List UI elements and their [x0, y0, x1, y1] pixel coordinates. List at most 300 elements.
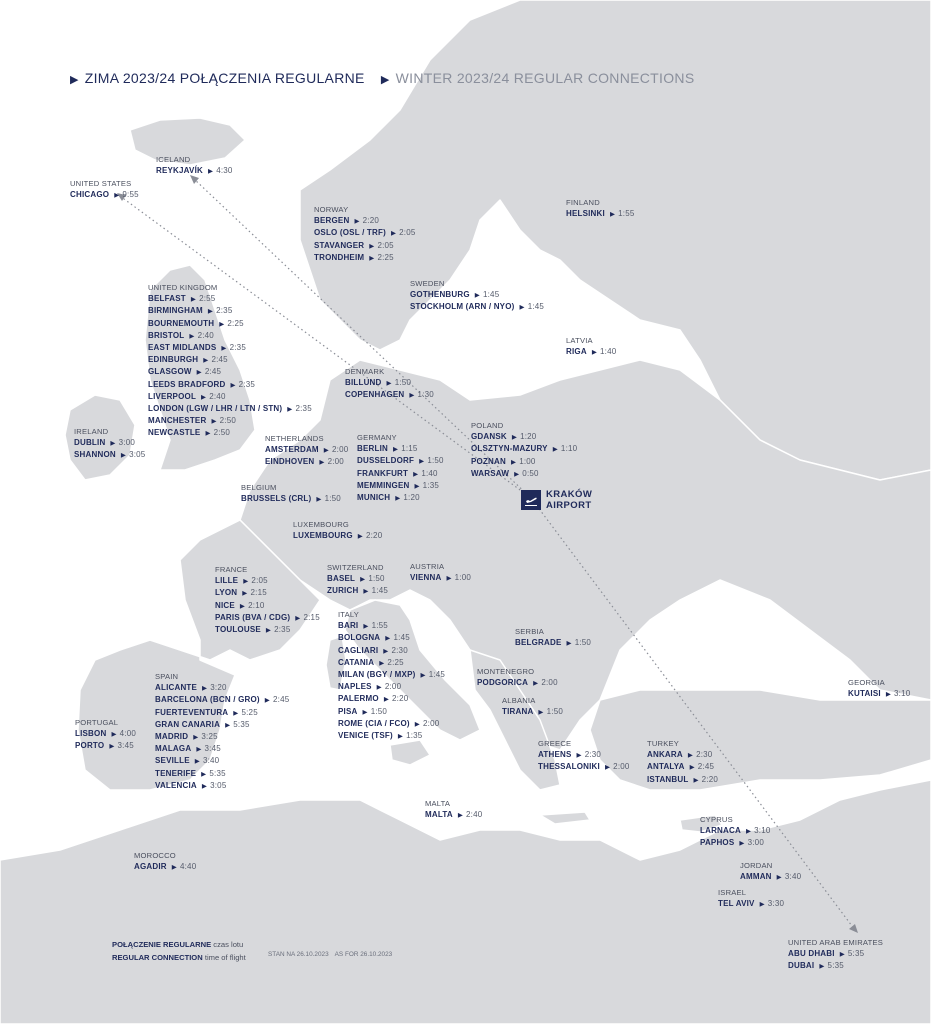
route-row: [148, 330, 312, 342]
region-poland: [471, 420, 577, 480]
destination-city: MEMMINGEN: [357, 480, 410, 490]
region-netherlands: [265, 433, 348, 469]
arrow-right-icon: ▶: [242, 590, 248, 598]
flight-time: 2:25: [377, 252, 394, 262]
route-row: [410, 301, 544, 313]
route-row: [338, 730, 445, 742]
flight-time: 3:00: [747, 838, 764, 848]
arrow-right-icon: ▶: [201, 782, 208, 790]
destination-city: VALENCIA: [155, 780, 197, 790]
country-label: NORWAY: [314, 205, 349, 214]
destination-city: BELFAST: [148, 294, 186, 304]
region-jordan: [740, 860, 801, 883]
region-morocco: [134, 850, 196, 873]
flight-time: 1:55: [371, 621, 388, 631]
region-norway: [314, 204, 416, 264]
flight-time: 1:50: [394, 378, 412, 388]
flight-time: 3:05: [129, 450, 146, 460]
route-row: [293, 530, 382, 542]
flight-time: 1:50: [368, 574, 385, 584]
region-uae: [788, 937, 883, 973]
route-row: [425, 809, 482, 821]
destination-city: ZURICH: [327, 586, 359, 596]
route-row: [338, 657, 445, 669]
arrow-right-icon: ▶: [287, 406, 293, 414]
destination-city: TEL AVIV: [718, 899, 755, 909]
arrow-right-icon: ▶: [207, 308, 214, 316]
destination-city: GLASGOW: [148, 367, 192, 377]
route-row: [155, 780, 289, 792]
arrow-right-icon: ▶: [316, 496, 322, 504]
country-label: PORTUGAL: [75, 718, 119, 727]
legend-en-bold: REGULAR CONNECTION: [112, 953, 203, 962]
region-denmark: [345, 366, 434, 402]
flight-time: 2:20: [392, 694, 409, 704]
destination-city: AMMAN: [740, 872, 772, 882]
flight-time: 2:40: [209, 391, 226, 401]
flight-time: 2:15: [250, 588, 267, 598]
route-row: [75, 728, 136, 740]
arrow-right-icon: ▶: [171, 864, 177, 872]
title-marker-icon: ▶: [70, 74, 79, 86]
arrow-right-icon: ▶: [383, 696, 390, 704]
arrow-right-icon: ▶: [419, 458, 425, 466]
destination-city: BOLOGNA: [338, 633, 381, 643]
route-row: [700, 837, 771, 849]
arrow-right-icon: ▶: [776, 874, 782, 882]
flight-time: 1:50: [370, 706, 388, 716]
destination-city: BILLUND: [345, 378, 382, 388]
destination-city: LUXEMBOURG: [293, 531, 353, 541]
flight-time: 2:45: [273, 695, 290, 705]
arrow-right-icon: ▶: [205, 430, 211, 438]
flight-time: 2:00: [384, 682, 402, 692]
route-row: [327, 585, 388, 597]
destination-city: RIGA: [566, 347, 587, 357]
arrow-right-icon: ▶: [819, 963, 825, 971]
flight-time: 5:35: [233, 719, 250, 729]
route-row: [357, 492, 444, 504]
arrow-right-icon: ▶: [413, 470, 419, 478]
route-row: [155, 755, 289, 767]
route-row: [156, 165, 233, 177]
route-row: [215, 612, 320, 624]
route-row: [74, 437, 145, 449]
flight-time: 2:35: [216, 306, 233, 316]
flight-time: 2:55: [199, 294, 216, 304]
destination-city: CAGLIARI: [338, 645, 379, 655]
destination-city: AMSTERDAM: [265, 445, 319, 455]
flight-time: 2:00: [541, 678, 558, 688]
flight-time: 2:40: [197, 330, 214, 340]
destination-city: STOCKHOLM (ARN / NYO): [410, 302, 515, 312]
destination-city: SHANNON: [74, 450, 116, 460]
flight-time: 2:25: [227, 318, 244, 328]
arrow-right-icon: ▶: [201, 770, 207, 778]
route-row: [215, 575, 320, 587]
route-row: [148, 318, 312, 330]
hub-name-line2: AIRPORT: [546, 500, 592, 511]
region-portugal: [75, 717, 136, 753]
arrow-right-icon: ▶: [193, 734, 199, 742]
route-row: [215, 624, 320, 636]
region-france: [215, 564, 320, 636]
arrow-right-icon: ▶: [319, 459, 325, 467]
destination-city: BELGRADE: [515, 638, 562, 648]
date-note-en: AS FOR 26.10.2023: [334, 951, 393, 958]
route-row: [477, 677, 558, 689]
arrow-right-icon: ▶: [510, 458, 517, 466]
flight-time: 2:45: [211, 355, 228, 365]
destination-city: KUTAISI: [848, 689, 881, 699]
country-label: CYPRUS: [700, 815, 733, 824]
route-row: [134, 861, 196, 873]
destination-city: REYKJAVÍK: [156, 166, 203, 176]
flight-time: 2:00: [423, 718, 440, 728]
route-row: [314, 240, 416, 252]
country-label: ICELAND: [156, 155, 191, 164]
destination-city: TIRANA: [502, 707, 534, 717]
destination-city: MALAGA: [155, 744, 192, 754]
country-label: SERBIA: [515, 627, 545, 636]
destination-city: ANKARA: [647, 750, 683, 760]
flight-time: 4:40: [179, 862, 197, 872]
arrow-right-icon: ▶: [552, 446, 558, 454]
country-label: POLAND: [471, 421, 504, 430]
country-label: BELGIUM: [241, 483, 277, 492]
region-germany: [357, 432, 444, 504]
region-spain: [155, 671, 289, 792]
country-label: ITALY: [338, 610, 359, 619]
region-usa: [70, 178, 139, 201]
region-greece: [538, 738, 630, 774]
arrow-right-icon: ▶: [383, 647, 389, 655]
arrow-right-icon: ▶: [357, 533, 363, 541]
arrow-right-icon: ▶: [739, 840, 745, 848]
destination-city: BIRMINGHAM: [148, 306, 203, 316]
arrow-right-icon: ▶: [386, 380, 392, 388]
route-row: [647, 761, 718, 773]
route-row: [410, 572, 471, 584]
country-label: SWITZERLAND: [327, 563, 384, 572]
route-row: [538, 761, 630, 773]
route-row: [155, 694, 289, 706]
region-israel: [718, 887, 784, 910]
arrow-right-icon: ▶: [363, 623, 369, 631]
destination-city: PAPHOS: [700, 838, 735, 848]
arrow-right-icon: ▶: [379, 659, 385, 667]
route-row: [357, 455, 444, 467]
country-label: SWEDEN: [410, 279, 445, 288]
arrow-right-icon: ▶: [120, 452, 127, 460]
route-row: [155, 731, 289, 743]
route-row: [471, 456, 577, 468]
destination-city: STAVANGER: [314, 240, 365, 250]
flight-time: 3:40: [202, 756, 220, 766]
region-georgia: [848, 677, 910, 700]
destination-city: TRONDHEIM: [314, 252, 365, 262]
route-row: [338, 681, 445, 693]
flight-time: 3:25: [201, 732, 218, 742]
arrow-right-icon: ▶: [190, 296, 197, 304]
route-row: [155, 682, 289, 694]
region-albania: [502, 695, 563, 718]
flight-time: 2:05: [251, 576, 268, 586]
flight-time: 3:20: [210, 683, 227, 693]
route-row: [148, 366, 312, 378]
route-row: [148, 415, 312, 427]
route-row: [215, 587, 320, 599]
date-note-pl: STAN NA 26.10.2023: [268, 951, 329, 958]
route-row: [740, 871, 801, 883]
arrow-right-icon: ▶: [194, 758, 200, 766]
flight-time: 2:35: [229, 343, 246, 353]
destination-city: FRANKFURT: [357, 468, 409, 478]
arrow-right-icon: ▶: [604, 764, 611, 772]
country-label: NETHERLANDS: [265, 434, 324, 443]
region-serbia: [515, 626, 591, 649]
country-label: AUSTRIA: [410, 562, 445, 571]
route-row: [148, 403, 312, 415]
destination-city: HELSINKI: [566, 209, 605, 219]
country-label: UNITED KINGDOM: [148, 283, 218, 292]
arrow-right-icon: ▶: [533, 680, 539, 688]
route-row: [538, 749, 630, 761]
route-row: [357, 480, 444, 492]
destination-city: ABU DHABI: [788, 949, 835, 959]
destination-city: CHICAGO: [70, 190, 110, 200]
flight-time: 1:50: [324, 494, 341, 504]
route-row: [848, 688, 910, 700]
arrow-right-icon: ▶: [360, 576, 366, 584]
map-title: [70, 70, 694, 86]
route-row: [338, 669, 445, 681]
flight-time: 1:50: [574, 638, 592, 648]
destination-city: GRAN CANARIA: [155, 719, 221, 729]
region-belgium: [241, 482, 341, 505]
region-latvia: [566, 335, 616, 358]
destination-city: LEEDS BRADFORD: [148, 379, 226, 389]
region-malta: [425, 798, 482, 821]
flight-time: 3:05: [210, 780, 227, 790]
arrow-right-icon: ▶: [397, 733, 404, 741]
flight-time: 2:35: [238, 379, 256, 389]
route-row: [788, 960, 883, 972]
destination-city: LYON: [215, 588, 238, 598]
flight-time: 2:25: [387, 657, 404, 667]
flight-time: 3:45: [117, 741, 134, 751]
flight-time: 1:50: [546, 707, 563, 717]
route-row: [338, 718, 445, 730]
flight-time: 1:10: [560, 444, 578, 454]
route-row: [148, 305, 312, 317]
arrow-right-icon: ▶: [395, 495, 401, 503]
route-row: [74, 449, 145, 461]
arrow-right-icon: ▶: [420, 672, 426, 680]
flight-time: 1:50: [427, 456, 444, 466]
route-row: [647, 749, 718, 761]
arrow-right-icon: ▶: [196, 369, 202, 377]
flight-time: 2:00: [327, 457, 344, 467]
region-ireland: [74, 426, 145, 462]
region-iceland: [156, 154, 233, 177]
flight-time: 1:55: [618, 209, 635, 219]
destination-city: LISBON: [75, 729, 107, 739]
country-label: GREECE: [538, 739, 572, 748]
flight-time: 1:45: [428, 670, 446, 680]
destination-city: WARSAW: [471, 468, 510, 478]
destination-city: VIENNA: [410, 573, 442, 583]
arrow-right-icon: ▶: [369, 242, 375, 250]
route-row: [338, 620, 445, 632]
flight-time: 2:45: [697, 762, 715, 772]
route-row: [314, 215, 416, 227]
destination-city: ANTALYA: [647, 762, 685, 772]
destination-city: PISA: [338, 706, 358, 716]
region-turkey: [647, 738, 718, 786]
destination-city: LIVERPOOL: [148, 391, 197, 401]
flight-time: 2:20: [365, 531, 383, 541]
arrow-right-icon: ▶: [265, 627, 272, 635]
arrow-right-icon: ▶: [264, 697, 270, 705]
arrow-right-icon: ▶: [457, 812, 464, 820]
route-row: [471, 431, 577, 443]
destination-city: EDINBURGH: [148, 355, 199, 365]
route-row: [155, 768, 289, 780]
arrow-right-icon: ▶: [114, 192, 120, 200]
destination-city: PALERMO: [338, 694, 379, 704]
arrow-right-icon: ▶: [295, 614, 301, 622]
route-row: [148, 391, 312, 403]
title-marker-icon: ▶: [380, 74, 390, 86]
legend-pl-normal: czas lotu: [213, 940, 244, 949]
arrow-right-icon: ▶: [390, 230, 397, 238]
route-row: [502, 706, 563, 718]
country-label: MONTENEGRO: [477, 667, 535, 676]
arrow-right-icon: ▶: [109, 743, 115, 751]
country-label: FRANCE: [215, 565, 248, 574]
route-row: [647, 774, 718, 786]
destination-city: MILAN (BGY / MXP): [338, 670, 416, 680]
destination-city: EINDHOVEN: [265, 457, 315, 467]
flight-time: 1:20: [403, 493, 420, 503]
flight-time: 0:50: [522, 468, 539, 478]
destination-city: BOURNEMOUTH: [148, 318, 215, 328]
arrow-right-icon: ▶: [885, 691, 892, 699]
route-row: [70, 189, 139, 201]
arrow-right-icon: ▶: [243, 578, 249, 586]
country-label: GEORGIA: [848, 678, 885, 687]
route-row: [471, 443, 577, 455]
flight-time: 3:45: [204, 744, 221, 754]
turkey-shape: [590, 690, 931, 790]
destination-city: DUSSELDORF: [357, 456, 415, 466]
arrow-right-icon: ▶: [196, 746, 202, 754]
flight-time: 2:10: [248, 600, 265, 610]
destination-city: OSLO (OSL / TRF): [314, 228, 386, 238]
legend-en-normal: time of flight: [204, 953, 246, 962]
flight-time: 2:20: [701, 774, 719, 784]
route-row: [327, 573, 388, 585]
destination-city: THESSALONIKI: [538, 762, 600, 772]
arrow-right-icon: ▶: [745, 828, 752, 836]
destination-city: BASEL: [327, 574, 356, 584]
route-row: [155, 719, 289, 731]
route-row: [357, 468, 444, 480]
flight-time: 2:30: [391, 645, 408, 655]
route-row: [718, 898, 784, 910]
destination-city: TENERIFE: [155, 768, 197, 778]
flight-time: 1:35: [422, 480, 440, 490]
arrow-right-icon: ▶: [208, 168, 214, 176]
arrow-right-icon: ▶: [538, 709, 544, 717]
country-label: TURKEY: [647, 739, 680, 748]
flight-time: 5:35: [827, 961, 844, 971]
arrow-right-icon: ▶: [566, 640, 572, 648]
destination-city: NICE: [215, 600, 235, 610]
destination-city: LILLE: [215, 576, 239, 586]
flight-time: 2:20: [362, 216, 380, 226]
flight-time: 2:45: [204, 367, 222, 377]
route-row: [215, 600, 320, 612]
flight-time: 2:00: [332, 445, 349, 455]
destination-city: PARIS (BVA / CDG): [215, 612, 291, 622]
title-english: WINTER 2023/24 REGULAR CONNECTIONS: [395, 70, 695, 86]
arrow-right-icon: ▶: [202, 685, 208, 693]
flight-time: 2:30: [696, 750, 713, 760]
region-montenegro: [477, 666, 558, 689]
title-polish: ZIMA 2023/24 POŁĄCZENIA REGULARNE: [84, 70, 365, 86]
country-label: MOROCCO: [134, 851, 176, 860]
route-row: [338, 693, 445, 705]
route-row: [345, 389, 434, 401]
route-row: [471, 468, 577, 480]
route-row: [515, 637, 591, 649]
flight-time: 1:20: [520, 432, 537, 442]
country-label: UNITED ARAB EMIRATES: [788, 938, 883, 947]
destination-city: POZNAN: [471, 456, 506, 466]
arrow-right-icon: ▶: [201, 393, 207, 401]
arrow-right-icon: ▶: [363, 588, 369, 596]
flight-time: 1:45: [527, 302, 545, 312]
flight-time: 5:35: [209, 768, 226, 778]
arrow-right-icon: ▶: [414, 482, 420, 490]
route-row: [700, 825, 771, 837]
arrow-right-icon: ▶: [693, 776, 699, 784]
country-label: LATVIA: [566, 336, 593, 345]
arrow-right-icon: ▶: [591, 349, 598, 357]
destination-city: CATANIA: [338, 657, 375, 667]
flight-time: 1:35: [406, 731, 423, 741]
destination-city: ROME (CIA / FCO): [338, 718, 410, 728]
flight-time: 3:10: [894, 689, 911, 699]
flight-time: 3:40: [784, 872, 802, 882]
arrow-right-icon: ▶: [233, 709, 239, 717]
arrow-right-icon: ▶: [211, 418, 217, 426]
flight-time: 1:15: [401, 444, 418, 454]
destination-city: MADRID: [155, 732, 189, 742]
destination-city: BRUSSELS (CRL): [241, 494, 312, 504]
arrow-right-icon: ▶: [385, 635, 391, 643]
route-row: [148, 354, 312, 366]
arrow-right-icon: ▶: [111, 731, 117, 739]
destination-city: BERLIN: [357, 444, 388, 454]
flight-time: 1:30: [417, 390, 434, 400]
flight-time: 2:35: [295, 404, 312, 414]
destination-city: VENICE (TSF): [338, 731, 393, 741]
arrow-right-icon: ▶: [110, 440, 116, 448]
flight-time: 2:30: [584, 750, 602, 760]
